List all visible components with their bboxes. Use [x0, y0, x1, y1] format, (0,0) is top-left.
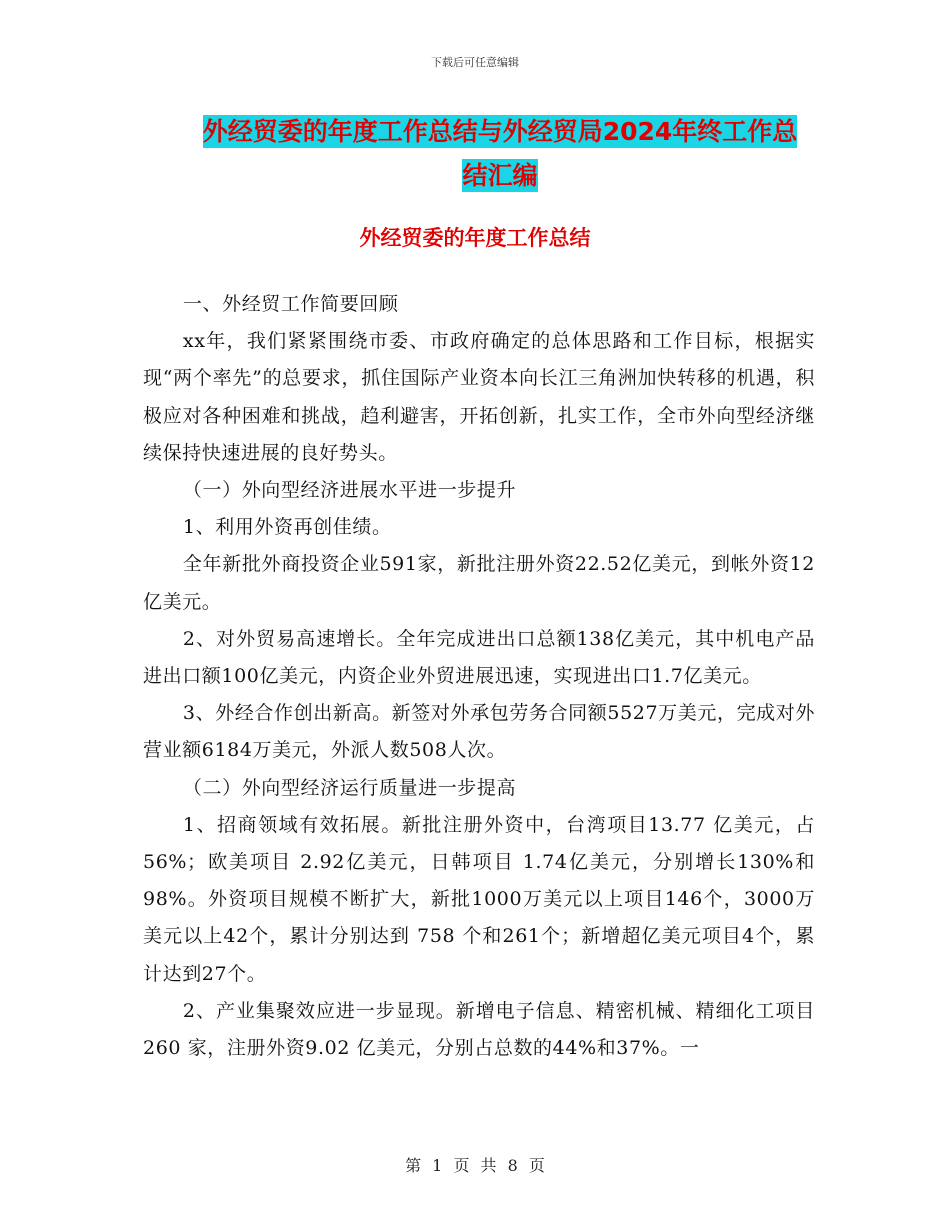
subheading-level: （一）外向型经济进展水平进一步提升 — [182, 479, 517, 502]
paragraph-intro: xx年，我们紧紧围绕市委、市政府确定的总体思路和工作目标，根据实现“两个率先”的总要求，抓住国际产业资本向长江三角洲加快转移的机遇，积极应对各种困难和挑战，趋利避害，开拓创新，扎实工作，全市外向型经济继续保持快速进展的良好势头。 — [143, 330, 815, 464]
paragraph-trade: 2、对外贸易高速增长。全年完成进出口总额138亿美元，其中机电产品进出口额100亿美元，内资企业外贸进展迅速，实现进出口1.7亿美元。 — [143, 627, 815, 688]
document-title-line-1: 外经贸委的年度工作总结与外经贸局2024年终工作总 — [202, 117, 798, 146]
section-title: 外经贸委的年度工作总结 — [359, 226, 591, 250]
paragraph-industry-cluster: 2、产业集聚效应进一步显现。新增电子信息、精密机械、精细化工项目 260 家，注册外资9.02 亿美元，分别占总数的44%和37%。一 — [143, 999, 815, 1060]
paragraph-investment-fields: 1、招商领域有效拓展。新批注册外资中，台湾项目13.77 亿美元，占 56%；欧美项目 2.92亿美元，日韩项目 1.74亿美元，分别增长130%和98%。外资项目规模不断扩大，新批1000万美元以上项目146个，3000万美元以上42个，累计分别达到 758 个和261个；新增超亿美元项目4个，累计达到27个。 — [143, 813, 815, 985]
page-footer: 第 1 页 共 8 页 — [405, 1156, 545, 1175]
paragraph-economic-cooperation: 3、外经合作创出新高。新签对外承包劳务合同额5527万美元，完成对外营业额6184万美元，外派人数508人次。 — [143, 702, 815, 762]
document-title-line-2: 结汇编 — [462, 161, 538, 190]
paragraph-foreign-investment: 全年新批外商投资企业591家，新批注册外资22.52亿美元，到帐外资12亿美元。 — [143, 553, 815, 613]
document-title — [140, 110, 860, 198]
subheading-quality: （二）外向型经济运行质量进一步提高 — [182, 776, 517, 799]
heading-review: 一、外经贸工作简要回顾 — [182, 293, 399, 315]
paragraph-foreign-investment-title: 1、利用外资再创佳绩。 — [182, 516, 392, 539]
document-body — [143, 286, 815, 1067]
header-note: 下载后可任意编辑 — [431, 56, 519, 69]
